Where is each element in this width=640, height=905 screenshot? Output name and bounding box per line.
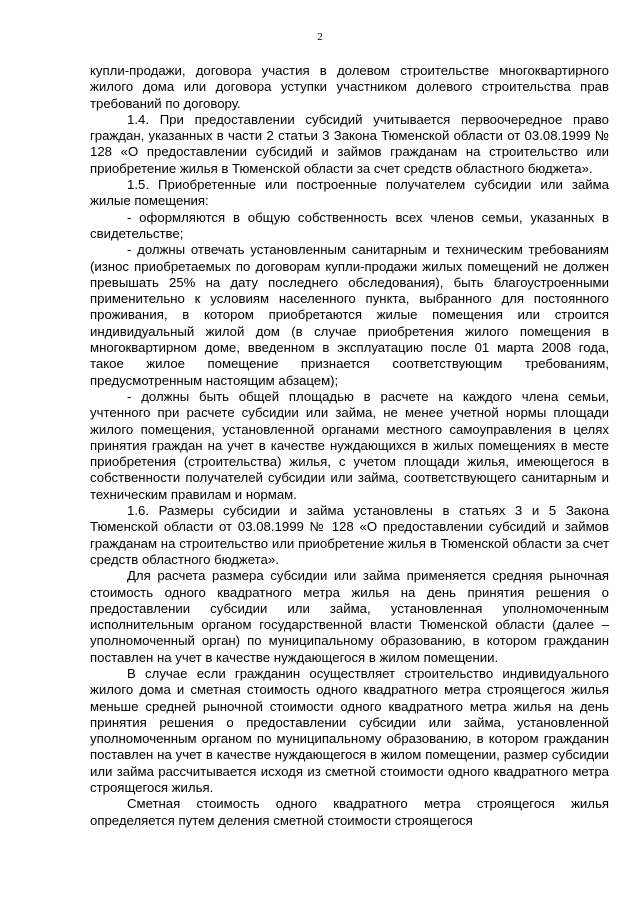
paragraph-1-4: 1.4. При предоставлении субсидий учитывается первоочередное право граждан, указанных в части 2 статьи 3 Закона Тюменской области от 03.08.1999 № 128 «О предоставлении субсидий и займов гражданам на строительство или приобретение жилья в Тюменской области за счет средств областного бюджета».: [90, 111, 609, 176]
paragraph-1-5-item-area: - должны быть общей площадью в расчете на каждого члена семьи, учтенного при расчете субсидии или займа, не менее учетной нормы площади жилого помещения, установленной органами местного самоуправления в целях принятия граждан на учет в качестве нуждающихся в жилых помещениях в месте приобретения (строительства) жилья, с учетом площади жилья, имеющегося в собственности получателей субсидии или займа, соответствующего санитарным и техническим правилам и нормам.: [90, 388, 609, 502]
paragraph-1-5-item-requirements: - должны отвечать установленным санитарным и техническим требованиям (износ приобретаемых по договорам купли-продажи жилых помещений не должен превышать 25% на дату последнего обследования), быть благоустроенными применительно к условиям населенного пункта, выбранного для постоянного проживания, в котором приобретаются жилые помещения или строится индивидуальный жилой дом (в случае приобретения жилого помещения в многоквартирном доме, введенном в эксплуатацию после 01 марта 2008 года, такое жилое помещение признается соответствующим требованиям, предусмотренным настоящим абзацем);: [90, 242, 609, 388]
paragraph-continuation: купли-продажи, договора участия в долевом строительстве многоквартирного жилого дома или договора уступки участником долевого строительства прав требований по договору.: [90, 63, 609, 111]
paragraph-1-6-estimated-cost: Сметная стоимость одного квадратного метра строящегося жилья определяется путем деления сметной стоимости строящегося: [90, 796, 609, 828]
paragraph-1-6-individual-house: В случае если гражданин осуществляет строительство индивидуального жилого дома и сметная стоимость одного квадратного метра строящегося жилья меньше средней рыночной стоимости одного квадратного метра жилья на день принятия решения о предоставлении субсидии или займа, установленной уполномоченным органом по муниципальному образованию, в котором гражданин поставлен на учет в качестве нуждающегося в жилом помещении, размер субсидии или займа рассчитывается исходя из сметной стоимости одного квадратного метра строящегося жилья.: [90, 665, 609, 796]
paragraph-1-6: 1.6. Размеры субсидии и займа установлены в статьях 3 и 5 Закона Тюменской области от 03.08.1999 № 128 «О предоставлении субсидий и займов гражданам на строительство или приобретение жилья в Тюменской области за счет средств областного бюджета».: [90, 503, 609, 567]
paragraph-1-5: 1.5. Приобретенные или построенные получателем субсидии или займа жилые помещения:: [90, 177, 609, 209]
document-body: [90, 63, 609, 829]
paragraph-1-6-calculation: Для расчета размера субсидии или займа применяется средняя рыночная стоимость одного квадратного метра жилья на день принятия решения о предоставлении субсидии или займа, установленная уполномоченным исполнительным органом государственной власти Тюменской области (далее – уполномоченный орган) по муниципальному образованию, в котором гражданин поставлен на учет в качестве нуждающегося в жилом помещении.: [90, 568, 609, 665]
paragraph-1-5-item-ownership: - оформляются в общую собственность всех членов семьи, указанных в свидетельстве;: [90, 209, 609, 241]
page-number: 2: [317, 31, 323, 43]
